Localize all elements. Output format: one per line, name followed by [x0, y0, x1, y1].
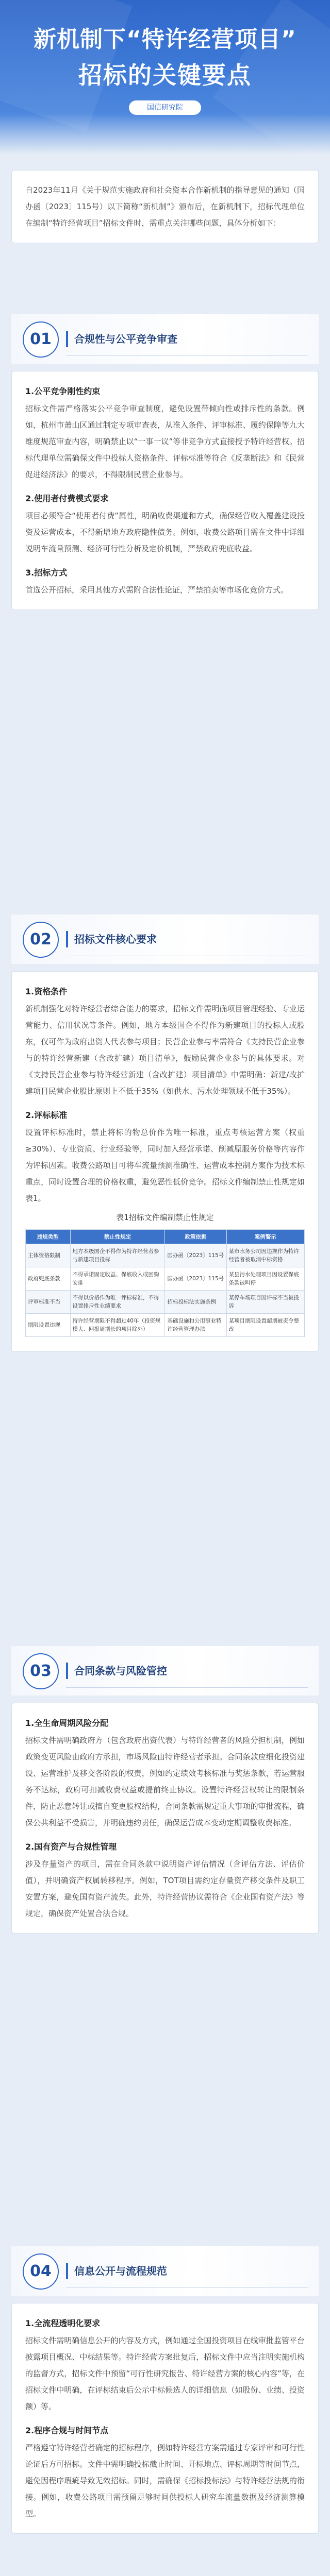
item-text: 招标文件需明确信息公开的内容及方式，例如通过全国投资项目在线审批监管平台披露项目概况、中标结果等。特许经营方案批复后，招标文件中应当注明实施机构的监督方式，招标文件中预留“可行性研究报告、特许经营方案的核心内容”等，在招标文件中明确，在评标结束后公示中标候选人的详细信息（如股份、业绩、投资额）等。: [25, 2336, 305, 2411]
table-cell: 招标投标法实施条例: [165, 1291, 226, 1314]
item-heading: 2.国有资产与合规性管理: [25, 1842, 117, 1852]
section-header-03: [11, 1646, 319, 1696]
table-cell: 政府兜底条款: [26, 1267, 71, 1291]
banner-title-line2: 招标的关键要点: [78, 61, 252, 89]
section-card-01: [11, 371, 319, 610]
section-title: 信息公开与流程规范: [74, 2265, 167, 2277]
section-divider: [66, 355, 308, 356]
item-text: 设置评标标准时，禁止将标的物总价作为唯一标准，重点考核运营方案（权重≥30%）、专业资质、行业经验等，同时加入经营承诺、削减原服务价格等内容作为评标因素。收费公路项目可将车流量预测准确性、运营成本控制方案作为技术标重点，同时设置合理的价格权重，避免恶性低价竞争。招标文件编制禁止性规定如表1。: [25, 1128, 305, 1203]
table-row: [26, 1314, 305, 1337]
table-cell: 地方本级国企不得作为特许经营者参与新建项目投标: [70, 1244, 165, 1267]
section-title: 合同条款与风险管控: [74, 1665, 167, 1677]
item-heading: 1.全生命周期风险分配: [25, 1718, 109, 1728]
table-cell: 特许经营期限不得超过40年（投资规模大、回报周期长的项目除外）: [70, 1314, 165, 1337]
table-caption: 表1招标文件编制禁止性规定: [116, 1213, 214, 1222]
table-row: [26, 1244, 305, 1267]
section-accent-bar: [66, 331, 68, 347]
section-card-04: [11, 2303, 319, 2534]
item-text: 涉及存量资产的项目，需在合同条款中说明资产评估情况（含评估方法、评估价值），并明确资产权属转移程序。例如，TOT项目需约定存量资产移交条件及职工安置方案，避免国有资产流失。此外，特许经营协议需符合《企业国有资产法》等规定，确保资产处置合法合规。: [25, 1859, 305, 1918]
table-cell: 某县污水处理项目因设置保底条款被叫停: [226, 1267, 305, 1291]
section-header-01: [11, 314, 319, 364]
table-cell: 不得以价格作为唯一评标标准，不得设置排斥性业绩要求: [70, 1291, 165, 1314]
table-cell: 不得承诺固定收益、保底收入或回购安排: [70, 1267, 165, 1291]
table-header-row: [26, 1230, 305, 1244]
item-heading: 2.使用者付费模式要求: [25, 494, 109, 503]
section-header-04: [11, 2246, 319, 2296]
item-heading: 2.评标标准: [25, 1110, 68, 1120]
table-header-cell: 违规类型: [26, 1230, 71, 1244]
table-header-cell: 禁止性规定: [70, 1230, 165, 1244]
table-row: [26, 1291, 305, 1314]
section-number: 03: [23, 1653, 59, 1689]
item-text: 招标文件需明确政府方（包含政府出资代表）与特许经营者的风险分担机制，例如政策变更风险由政府方承担，市场风险由特许经营者承担。合同条款应细化投资建设、运营维护及移交各阶段的权责，例如约定绩效考核标准与奖惩条款，若运营服务不达标，政府可扣减收费权益或提前终止协议。设置特许经营权转让的限制条件，防止恶意转让或擅自变更股权结构，合同条款需规定重大事项的审批流程，确保公共利益不受损害，并明确违约责任，确保运营成本变动定期调整收费标准。: [25, 1736, 305, 1827]
banner-source-tag: 国信研究院: [129, 100, 201, 115]
table-cell: 国办函〔2023〕115号: [165, 1267, 226, 1291]
item-heading: 2.程序合规与时间节点: [25, 2426, 109, 2435]
header-banner: [0, 0, 330, 155]
table-cell: 国办函〔2023〕115号: [165, 1244, 226, 1267]
item-heading: 1.公平竞争刚性约束: [25, 386, 101, 396]
table-cell: 主体资格限制: [26, 1244, 71, 1267]
banner-fade: [0, 113, 330, 155]
section-divider: [66, 1687, 308, 1688]
table-cell: 某项目期限设置超期被责令整改: [226, 1314, 305, 1337]
intro-card: [11, 170, 319, 243]
table-cell: 期限设置违规: [26, 1314, 71, 1337]
section-number: 01: [23, 321, 59, 358]
section-title: 招标文件核心要求: [74, 933, 157, 945]
section-accent-bar: [66, 2263, 68, 2279]
item-heading: 1.全流程透明化要求: [25, 2318, 101, 2328]
section-header-02: [11, 914, 319, 964]
section-number: 02: [23, 922, 59, 958]
table-cell: 评审标准不当: [26, 1291, 71, 1314]
item-heading: 3.招标方式: [25, 568, 68, 578]
section-accent-bar: [66, 1663, 68, 1679]
item-text: 新机制强化对特许经营者综合能力的要求，招标文件需明确项目管理经验、专业运营能力、信用状况等条件。例如，地方本级国企不得作为新建项目的投标人或股东，仅可作为政府出资人代表参与项目；民营企业参与率需符合《支持民营企业参与的特许经营新建（含改扩建）项目清单》，鼓励民营企业参与的具体要求。对《支持民营企业参与特许经营新建（含改扩建）项目清单》中需明确：新建/改扩建项目民营企业股比原则上不低于35%（如供水、污水处理领域不低于35%）。: [25, 1004, 305, 1096]
section-number: 04: [23, 2253, 59, 2290]
table-header-cell: 案例警示: [226, 1230, 305, 1244]
table-cell: 某市水务公司因违规作为特许经营者被取消中标资格: [226, 1244, 305, 1267]
intro-paragraph: 自2023年11月《关于规范实施政府和社会资本合作新机制的指导意见的通知（国办函〔2023〕115号）以下简称“新机制”》颁布后，在新机制下，招标代理单位在编制“特许经营项目”招标文件时，需重点关注哪些问题，具体分析如下：: [25, 185, 305, 228]
table-header-cell: 政策依据: [165, 1230, 226, 1244]
section-accent-bar: [66, 931, 68, 947]
item-heading: 1.资格条件: [25, 987, 68, 996]
section-title: 合规性与公平竞争审查: [74, 333, 177, 345]
item-text: 招标文件需严格落实公平竞争审查制度，避免设置带倾向性或排斥性的条款。例如，杭州市萧山区通过制定专项审查表，从准入条件、评审标准、履约保障等九大维度规范审查内容，明确禁止以“一事一议”等非竞争方式直接授予特许经营权。招标代理单位需确保文件中投标人资格条件、评标标准等符合《反垄断法》和《民营促进经济法》的要求，不得限制民营企业参与。: [25, 404, 305, 479]
rules-table-wrap: [25, 1210, 305, 1337]
rules-table: [25, 1229, 305, 1337]
table-cell: 基础设施和公用事业特许经营管理办法: [165, 1314, 226, 1337]
table-cell: 某停车场项目因评标不当被投诉: [226, 1291, 305, 1314]
item-text: 首选公开招标，采用其他方式需附合法性论证，严禁拍卖等市场化竞价方式。: [25, 585, 289, 595]
section-card-02: [11, 971, 319, 1352]
section-card-03: [11, 1703, 319, 1934]
table-row: [26, 1267, 305, 1291]
banner-title-line1: 新机制下“特许经营项目”: [34, 26, 296, 53]
item-text: 项目必须符合“使用者付费”属性，明确收费渠道和方式，确保经营收入覆盖建设投资及运营成本，不得新增地方政府隐性债务。例如，收费公路项目需在文件中详细说明车流量预测、经济可行性分析及定价机制，严禁政府兜底收益。: [25, 511, 305, 553]
section-divider: [66, 2287, 308, 2288]
item-text: 严格遵守特许经营者确定的招标程序，例如特许经营方案需通过专家评审和可行性论证后方可招标。文件中需明确投标截止时间、开标地点、评标周期等时间节点，避免因程序瑕疵导致无效招标。同时，需确保《招标投标法》与特许经营法规的衔接。例如，收费公路项目需预留足够时间供投标人研究车流量数据及经济测算模型。: [25, 2443, 305, 2518]
